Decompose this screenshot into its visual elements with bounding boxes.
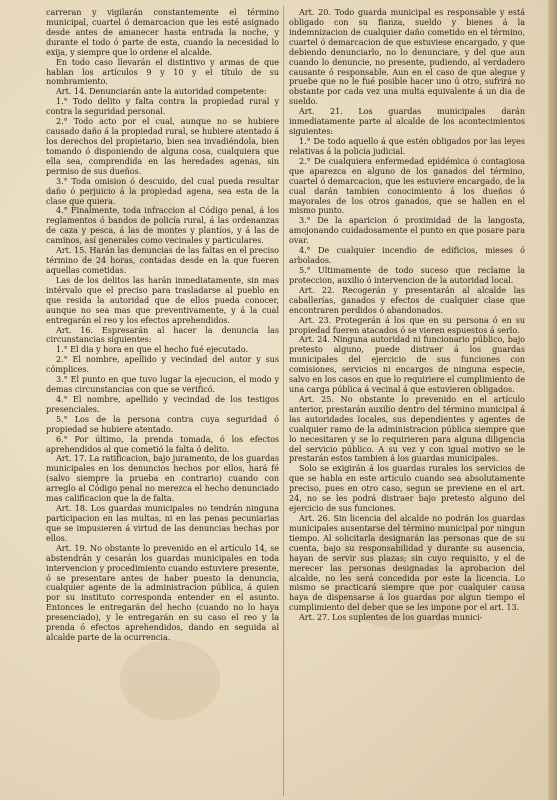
list-item-paragraph: 4.° El nombre, apellido y vecindad de los testigos presenciales.	[46, 393, 279, 414]
text-paragraph: Art. 19. No obstante lo prevenido en el artículo 14, se abstendrán y cesarán los guardas municipales en toda intervencion y procedimiento cuando estuviere presente, ó se presentare antes de haber puesto la denuncia, cualquier agente de la administracion pública, á quien por su instituto corresponda entender en el asunto. Entonces le entregarán del hecho (cuando no lo haya presenciado), y le entregarán en su caso el reo y la prenda ó efectos aprehendidos, dando en seguida al alcalde parte de la ocurrencia.	[46, 542, 279, 643]
right-text-column	[289, 8, 525, 623]
list-item-paragraph: 3.° El punto en que tuvo lugar la ejecucion, el modo y demas circunstancias con que se verificó.	[46, 374, 279, 395]
text-paragraph: Art. 23. Protegerán á los que en su persona ó en su propiedad fueren atacados ó se vieren espuestos á serlo.	[289, 314, 525, 335]
page-edge	[548, 0, 557, 800]
list-item-paragraph: 2.° De cualquiera enfermedad epidémica ó contagiosa que aparezca en alguno de los ganados del término, cuartel ó demarcacion, que les estuviere encargado, de la cual darán tambien conocimiento á los dueños ó mayorales de los otros ganados, que se hallen en el mismo punto.	[289, 155, 525, 216]
text-paragraph: Art. 22. Recogerán y presentarán al alcalde las caballerías, ganados y efectos de cualquier clase que encontraren perdidos ó abandonados.	[289, 284, 525, 315]
list-item-paragraph: 4.° Finalmente, toda infraccion al Código penal, á los reglamentos ó bandos de policía rural, á las ordenanzas de caza y pesca, á las de montes y plantíos, y á las de caminos, así generales como vecinales y particulares.	[46, 205, 279, 246]
list-item-paragraph: 4.° De cualquier incendio de edificios, mieses ó arbolados.	[289, 245, 525, 266]
text-paragraph: Art. 21. Los guardas municipales darán inmediatamente parte al alcalde de los acontecimientos siguientes:	[289, 106, 525, 137]
column-divider	[283, 6, 284, 796]
text-paragraph: Art. 18. Los guardas municipales no tendrán ninguna participacion en las multas, ni en las penas pecuniarias que se impusieren á virtud de las denuncias hechas por ellos.	[46, 503, 279, 543]
list-item-paragraph: 6.° Por último, la prenda tomada, ó los efectos aprehendidos al que cometió la falta ó delito.	[46, 433, 279, 454]
text-paragraph: Art. 27. Los suplentes de los guardas munici-	[299, 612, 483, 623]
text-paragraph: Art. 14. Denunciarán ante la autoridad competente:	[56, 86, 267, 97]
list-item-paragraph: 5.° Ultimamente de todo suceso que reclame la proteccion, auxilio ó intervencion de la autoridad local.	[289, 264, 525, 285]
text-paragraph: carreran y vigilarán constantemente el término municipal, cuartel ó demarcacion que les esté asignado desde antes de amanecer hasta entrada la noche, y durante el todo ó parte de esta, cuando la necesidad lo exija, y siempre que lo ordene el alcalde.	[46, 7, 279, 57]
list-item-paragraph: 2.° Todo acto por el cual, aunque no se hubiere causado daño á la propiedad rural, se hubiere atentado á los derechos del propietario, bien sea invadiéndola, bien tomando ó disponiendo de alguna cosa, cualquiera que ella sea, comprendida en las heredades agenas, sin permiso de sus dueños.	[46, 116, 279, 176]
text-paragraph: Art. 20. Todo guarda municipal es responsable y está obligado con su fianza, sueldo y bienes á la indemnizacion de cualquier daño cometido en el término, cuartel ó demarcacion de que estuviese encargado, y que debiendo denunciarlo, no lo denunciare, y del que aun cuando lo denuncie, no presente, pudiendo, al verdadero causante ó responsable. Aun en el caso de que alegue y pruebe que no le fué posible hacer uno ú otro, sufrirá no obstante por cada vez una multa equivalente á un dia de sueldo.	[289, 7, 525, 107]
text-paragraph: Art. 24. Ninguna autoridad ni funcionario público, bajo pretesto alguno, puede distraer á los guardas municipales del ejercicio de sus funciones con comisiones, servicios ni encargos de ninguna especie, salvo en los casos en que lo requiriere el cumplimiento de una carga pública á vecinal á que estuvieren obligados.	[289, 334, 525, 395]
text-paragraph: Solo se exigirán á los guardas rurales los servicios de que se habla en este artículo cuando sea absolutamente preciso, pues en otro caso, segun se previene en el art. 24, no se les podrá distraer bajo pretesto alguno del ejercicio de sus funciones.	[289, 463, 525, 514]
list-item-paragraph: 3.° De la aparicion ó proximidad de la langosta, amojonando cuidadosamente el punto en que posare para ovar.	[289, 215, 525, 246]
list-item-paragraph: 1.° De todo aquello á que estén obligados por las leyes relativas á la policía judicial.	[289, 135, 525, 156]
list-item-paragraph: 3.° Toda omision ó descuido, del cual pueda resultar daño ó perjuicio á la propiedad agena, sea esta de la clase que quiera.	[46, 175, 279, 206]
left-text-column	[46, 8, 279, 643]
text-paragraph: Las de los delitos las harán inmediatamente, sin mas intérvalo que el preciso para trasladarse al pueblo en que resida la autoridad que de ellos pueda conocer, aunque no sea mas que preventivamente, y á la cual entregarán el reo y los efectos aprehendidos.	[46, 274, 279, 325]
text-paragraph: Art. 17. La ratificacion, bajo juramento, de los guardas municipales en los denuncios hechos por ellos, hará fé (salvo siempre la prueba en contrario) cuando con arreglo al Código penal no merezca el hecho denunciado mas calificacion que la de falta.	[46, 453, 279, 504]
text-paragraph: Art. 15. Harán las denuncias de las faltas en el preciso término de 24 horas, contadas desde en la que fueren aquellas cometidas.	[46, 245, 279, 275]
paper-stain	[120, 640, 220, 720]
text-paragraph: Art. 26. Sin licencia del alcalde no podrán los guardas municipales ausentarse del término municipal por ningun tiempo. Al solicitarla designarán las personas que de su cuenta, bajo su responsabilidad y durante su ausencia, hayan de servir sus plazas; sin cuyo requisito, y el de merecer las personas designadas la aprobacion del alcalde, no les será concedida por este la licencia. Lo mismo se practicará siempre que por cualquier causa haya de dispensarse á los guardas por algun tiempo el cumplimiento del deber que se les impone por el art. 13.	[289, 513, 525, 613]
text-paragraph: En todo caso llevarán el distintivo y armas de que hablan los artículos 9 y 10 y el título de su nombramiento.	[46, 56, 279, 87]
list-item-paragraph: 1.° Todo delito y falta contra la propiedad rural y contra la seguridad personal.	[46, 96, 279, 117]
list-item-paragraph: 1.° El dia y hora en que el hecho fué ejecutado.	[56, 344, 249, 355]
text-paragraph: Art. 16. Espresarán al hacer la denuncia las circunstancias siguientes:	[46, 324, 279, 345]
list-item-paragraph: 2.° El nombre, apellido y vecindad del autor y sus cómplices.	[46, 354, 279, 375]
text-paragraph: Art. 25. No obstante lo prevenido en el artículo anterior, prestarán auxilio dentro del término municipal á las autoridades locales, sus dependientes y agentes de cualquier ramo de la administracion pública siempre que lo necesitaren y se lo requirieren para alguna diligencia del servicio público. A su vez y con igual motivo se le prestarán estos tambien á los guardas municipales.	[289, 393, 525, 464]
list-item-paragraph: 5.° Los de la persona contra cuya seguridad ó propiedad se hubiere atentado.	[46, 413, 279, 434]
